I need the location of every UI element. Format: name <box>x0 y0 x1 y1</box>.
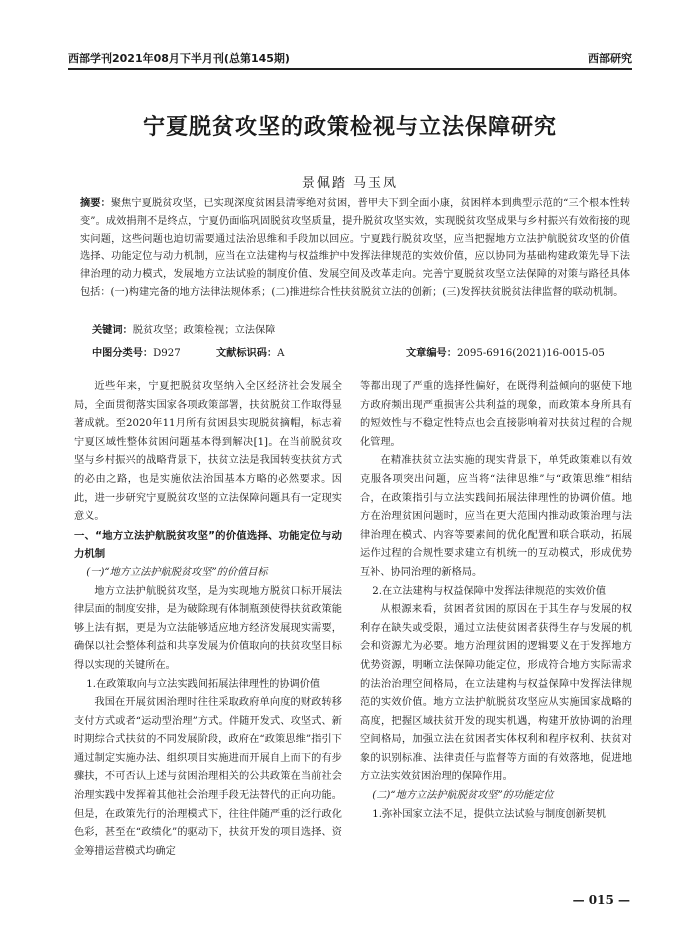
keywords-label: 关键词： <box>92 324 133 336</box>
section-name: 西部研究 <box>588 52 632 65</box>
running-header <box>68 48 632 70</box>
paragraph: 从根源来看，贫困者贫困的原因在于其生存与发展的权利存在缺失或受限，通过立法使贫困者获得生存与发展的机会和资源尤为必要。地方治理贫困的逻辑要义在于发挥地方优势资源，明晰立法保障功能定位，形成符合地方实际需求的法治治理空间格局，在立法建构与权益保障中发挥法律规范的实效价值。地方立法护航脱贫攻坚应从实施国家战略的高度，把握区域扶贫开发的现实机遇，构建开放协调的治理空间格局，加强立法在贫困者实体权利和程序权利、扶贫对象的识别标准、法律责任与监督等方面的有效落地，促进地方立法实效贫困治理的保障作用。 <box>360 604 632 783</box>
subsubsection-heading: 1.在政策取向与立法实践间拓展法律理性的协调价值 <box>86 678 321 690</box>
subsection-heading: (二)“地方立法护航脱贫攻坚”的功能定位 <box>372 790 554 802</box>
body-column-left <box>74 378 342 861</box>
keywords-text: 脱贫攻坚；政策检视；立法保障 <box>132 325 276 336</box>
journal-issue: 西部学刊2021年08月下半月刊(总第145期) <box>68 52 290 65</box>
doc-code-label: 文献标识码： <box>216 347 278 359</box>
clc-label: 中图分类号： <box>92 347 154 359</box>
paragraph: 地方立法护航脱贫攻坚，是为实现地方脱贫口标开展法律层面的制度安排，是为破除现有体制瓶颈使得扶贫政策能够上法有据，更是为立法能够适应地方经济发展现实需要，确保以社会整体利益和共享发展为价值取向的扶贫攻坚目标得以实现的关键所在。 <box>74 585 342 671</box>
body-column-right <box>360 378 632 824</box>
section-heading: 一、“地方立法护航脱贫攻坚”的价值选择、功能定位与动力机制 <box>74 529 342 561</box>
authors: 景佩踏 马玉凤 <box>301 176 399 191</box>
subsubsection-heading: 1.弥补国家立法不足，提供立法试验与制度创新契机 <box>372 808 607 820</box>
article-number: 2095-6916(2021)16-0015-05 <box>456 348 605 359</box>
paragraph: 近些年来，宁夏把脱贫攻坚纳入全区经济社会发展全局，全面贯彻落实国家各项政策部署，扶贫脱贫工作取得显著成就。至2020年11月所有贫困县实现脱贫摘帽，标志着宁夏区域性整体贫困问题基本得到解决[1]。在当前脱贫攻坚与乡村振兴的战略背景下，扶贫立法是我国转变扶贫方式的必由之路，也是实施依法治国基本方略的必然要求。因此，进一步研究宁夏脱贫攻坚的立法保障问题具有一定现实意义。 <box>74 381 342 523</box>
abstract-text: 聚焦宁夏脱贫攻坚，已实现深度贫困县清零绝对贫困，普甲夫下到全面小康，贫困样本到典型示范的“三个根本性转变”。成效捐荆不是终点，宁夏仍面临巩固脱贫攻坚质量，提升脱贫攻坚实效，实现脱贫攻坚成果与乡村振兴有效衔接的现实问题，这些问题也迫切需要通过法治思维和手段加以回应。宁夏践行脱贫攻坚，应当把握地方立法护航脱贫攻坚的价值选择、功能定位与动力机制，应当在立法建构与权益维护中发挥法律规范的实效价值，应以协同为基础构建政策先导下法律治理的动力模式，发展地方立法试验的制度价值、发展空间及改革走向。完善宁夏脱贫攻坚立法保障的对策与路径具体包括：(一)构建完备的地方法律法规体系；(二)推进综合性扶贫脱贫立法的创新；(三)发挥扶贫脱贫法律监督的联动机制。 <box>80 198 631 298</box>
paragraph: 等都出现了严重的选择性偏好，在既得利益倾向的驱使下地方政府频出现严重损害公共利益的现象，而政策本身所具有的短效性与不稳定性特点也会直接影响着对扶贫过程的合规化管理。 <box>360 381 632 448</box>
article-title: 宁夏脱贫攻坚的政策检视与立法保障研究 <box>142 115 557 140</box>
abstract <box>80 195 630 302</box>
page-number: — 015 — <box>572 893 630 907</box>
doc-code: A <box>277 348 285 359</box>
subsection-heading: (一)“地方立法护航脱贫攻坚”的价值目标 <box>86 566 268 578</box>
clc-number: D927 <box>153 348 181 359</box>
keywords <box>92 321 630 336</box>
abstract-label: 摘要： <box>80 197 111 209</box>
subsubsection-heading: 2.在立法建构与权益保障中发挥法律规范的实效价值 <box>372 585 607 597</box>
paragraph: 在精准扶贫立法实施的现实背景下，单凭政策难以有效克服各项突出问题，应当将“法律思维”与“政策思维”相结合，在政策指引与立法实践间拓展法律理性的协调价值。地方在治理贫困问题时，应当在更大范围内推动政策治理与法律治理在模式、内容等要素间的优化配置和联合联动，拓展运作过程的合规性要求建立有机统一的互动模式，形成优势互补、协同治理的新格局。 <box>360 455 632 578</box>
article-number-label: 文章编号： <box>406 347 457 359</box>
paragraph: 我国在开展贫困治理时往往采取政府单向度的财政转移支付方式或者“运动型治理”方式。伴随开发式、攻坚式、新时期综合式扶贫的不同发展阶段，政府在“政策思维”指引下通过制定实施办法、组织项目实施进而开展自上而下的有步骤扶，不可否认上述与贫困治理相关的公共政策在当前社会治理实践中发挥着其他社会治理手段无法替代的正向功能。但是，在政策先行的治理模式下，往往伴随严重的泛行政化色彩，甚至在“政绩化”的驱动下，扶贫开发的项目选择、资金筹措运营模式均确定 <box>74 697 342 857</box>
article-metadata <box>92 344 630 359</box>
